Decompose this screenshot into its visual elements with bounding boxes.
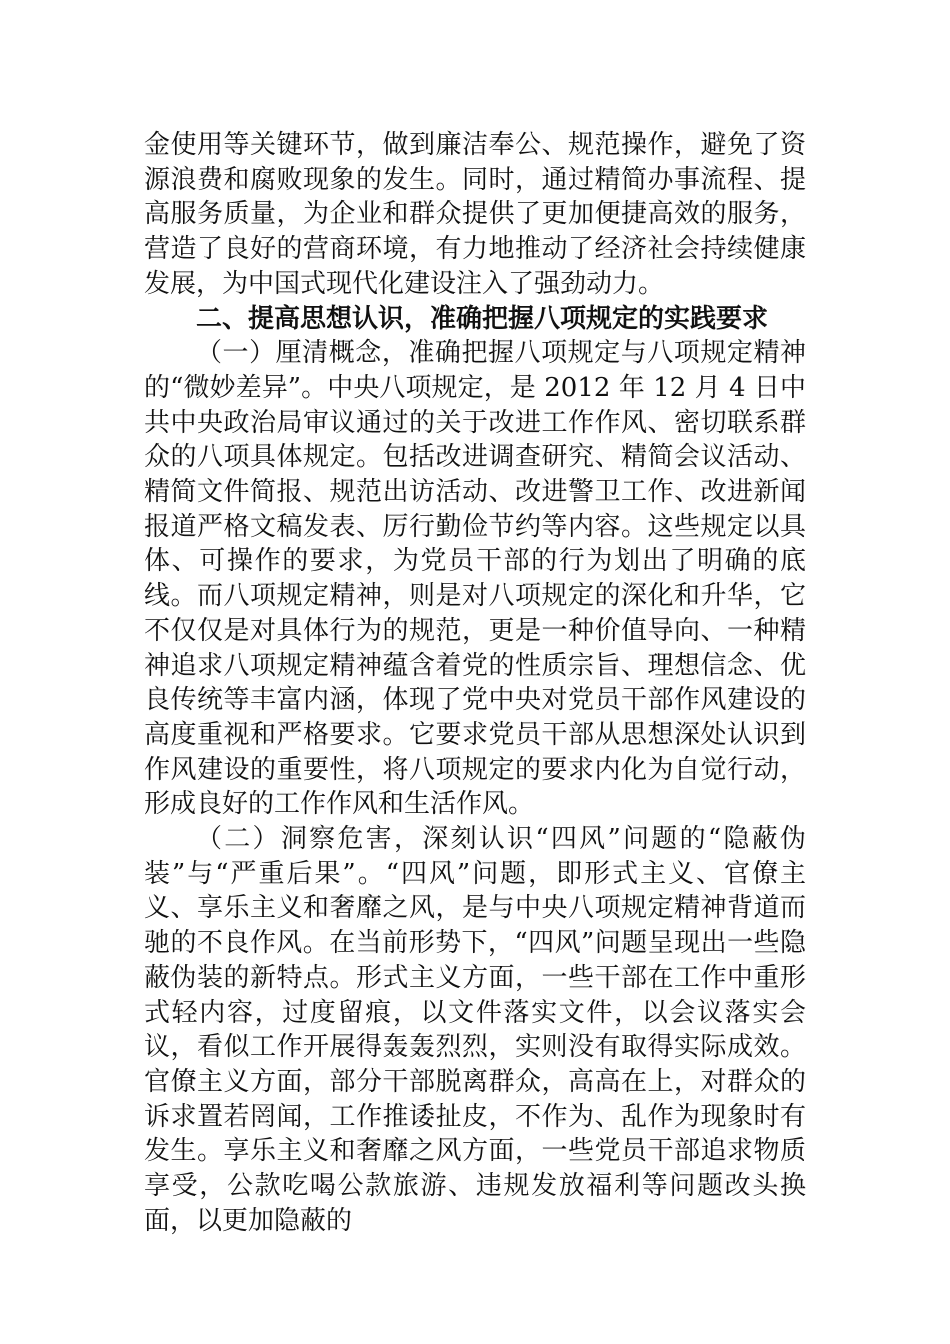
paragraph-subsection-one: （一）厘清概念，准确把握八项规定与八项规定精神的“微妙差异”。中央八项规定，是 2012 年 12 月 4 日中共中央政治局审议通过的关于改进工作作风、密切联系群众的八项具体规定。包括改进调查研究、精简会议活动、精简文件简报、规范出访活动、改进警卫工作、改进新闻报道严格文稿发表、厉行勤俭节约等内容。这些规定以具体、可操作的要求，为党员干部的行为划出了明确的底线。而八项规定精神，则是对八项规定的深化和升华，它不仅仅是对具体行为的规范，更是一种价值导向、一种精神追求八项规定精神蕴含着党的性质宗旨、理想信念、优良传统等丰富内涵，体现了党中央对党员干部作风建设的高度重视和严格要求。它要求党员干部从思想深处认识到作风建设的重要性，将八项规定的要求内化为自觉行动，形成良好的工作作风和生活作风。 [144,338,806,820]
document-body [144,128,806,1239]
paragraph-continuation: 金使用等关键环节，做到廉洁奉公、规范操作，避免了资源浪费和腐败现象的发生。同时，通过精简办事流程、提高服务质量，为企业和群众提供了更加便捷高效的服务，营造了良好的营商环境，有力地推动了经济社会持续健康发展，为中国式现代化建设注入了强劲动力。 [144,130,806,299]
section-heading: 二、提高思想认识，准确把握八项规定的实践要求 [196,303,769,334]
paragraph-subsection-two: （二）洞察危害，深刻认识“四风”问题的“隐蔽伪装”与“严重后果”。“四风”问题，即形式主义、官僚主义、享乐主义和奢靡之风，是与中央八项规定精神背道而驰的不良作风。在当前形势下，“四风”问题呈现出一些隐蔽伪装的新特点。形式主义方面，一些干部在工作中重形式轻内容，过度留痕，以文件落实文件，以会议落实会议，看似工作开展得轰轰烈烈，实则没有取得实际成效。官僚主义方面，部分干部脱离群众，高高在上，对群众的诉求置若罔闻，工作推诿扯皮，不作为、乱作为现象时有发生。享乐主义和奢靡之风方面，一些党员干部追求物质享受，公款吃喝公款旅游、违规发放福利等问题改头换面，以更加隐蔽的 [144,824,806,1236]
